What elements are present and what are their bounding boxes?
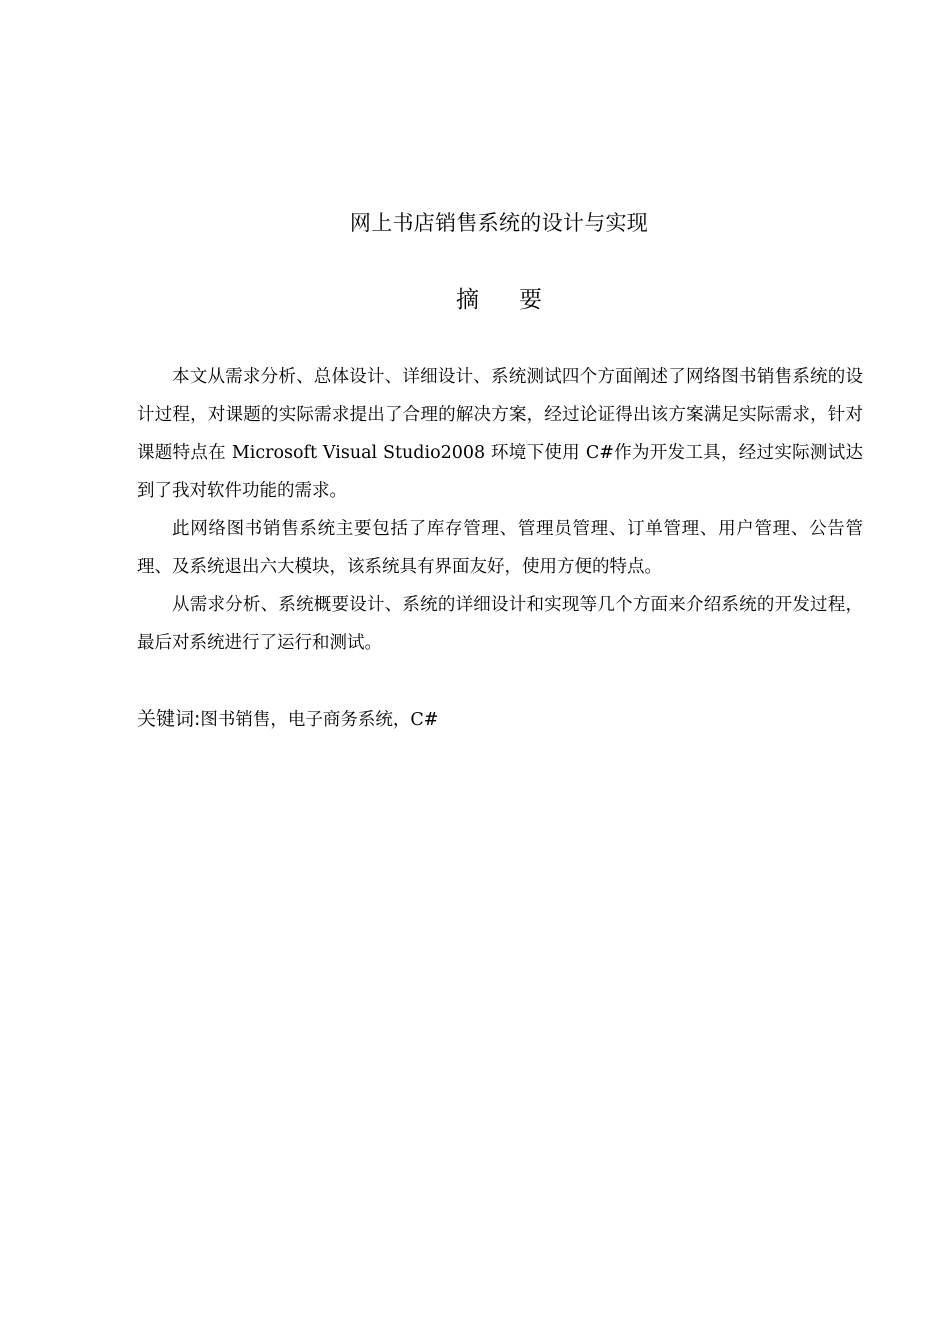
abstract-body — [137, 358, 863, 662]
abstract-paragraph-2: 此网络图书销售系统主要包括了库存管理、管理员管理、订单管理、用户管理、公告管理、及系统退出六大模块，该系统具有界面友好，使用方便的特点。 — [137, 519, 863, 577]
document-title: 网上书店销售系统的设计与实现 — [349, 211, 649, 235]
keywords-value: 图书销售，电子商务系统，C# — [200, 710, 439, 730]
abstract-heading: 摘要 — [456, 287, 582, 313]
keywords-line — [137, 703, 863, 736]
keywords-label: 关键词: — [137, 708, 201, 730]
abstract-paragraph-1: 本文从需求分析、总体设计、详细设计、系统测试四个方面阐述了网络图书销售系统的设计过程，对课题的实际需求提出了合理的解决方案，经过论证得出该方案满足实际需求，针对课题特点在 Microsoft Visual Studio2008 环境下使用 C#作为开发工具，经过实际测试达到了我对软件功能的需求。 — [137, 367, 863, 501]
abstract-paragraph-3: 从需求分析、系统概要设计、系统的详细设计和实现等几个方面来介绍系统的开发过程，最后对系统进行了运行和测试。 — [137, 595, 863, 653]
